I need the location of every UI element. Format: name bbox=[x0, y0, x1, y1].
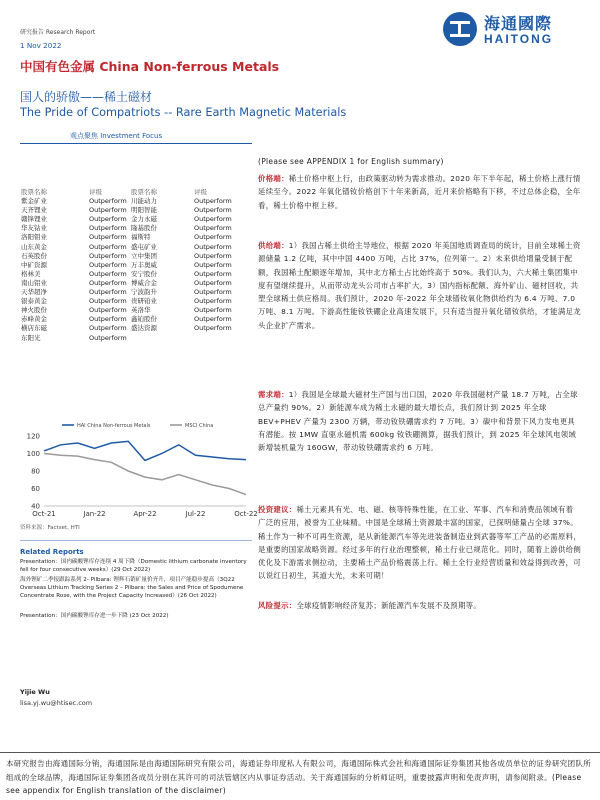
section-label: 供给端： bbox=[258, 241, 289, 250]
stock-name: 赣锋锂业 bbox=[21, 215, 47, 224]
related-reports-title: Related Reports bbox=[20, 548, 84, 556]
y-tick-label: 120 bbox=[26, 432, 40, 441]
stock-rating: Outperform bbox=[89, 197, 127, 206]
stock-rating: Outperform bbox=[89, 288, 127, 297]
stock-rating: Outperform bbox=[89, 242, 127, 251]
x-tick-label: Jul-22 bbox=[185, 510, 206, 518]
stock-name: 洛阳钼业 bbox=[21, 233, 47, 242]
stock-name: 隆基股份 bbox=[131, 224, 157, 233]
stock-rating: Outperform bbox=[194, 251, 232, 260]
stock-rating: Outperform bbox=[194, 260, 232, 269]
series-line bbox=[44, 441, 246, 460]
stock-rating: Outperform bbox=[194, 269, 232, 278]
logo-text-cn: 海通國際 bbox=[484, 14, 553, 33]
stock-name: 赤峰黄金 bbox=[21, 315, 47, 324]
table-row bbox=[21, 215, 232, 224]
legend-label: MSCI China bbox=[185, 423, 214, 429]
table-row bbox=[21, 206, 232, 215]
footer-divider bbox=[0, 752, 600, 753]
stock-rating: Outperform bbox=[194, 288, 232, 297]
table-row bbox=[21, 224, 232, 233]
analyst-email[interactable]: lisa.yj.wu@htisec.com bbox=[20, 699, 93, 707]
stock-rating: Outperform bbox=[194, 233, 232, 242]
related-report-item[interactable]: Presentation：国内碳酸锂库存连续 4 周下降（Domestic lithium carbonate inventory fell for four consecutive weeks）(29 Oct 2022) bbox=[20, 559, 247, 573]
stock-name: 中矿资源 bbox=[21, 260, 47, 269]
related-report-item[interactable]: 海外锂矿二季报跟踪系列 2- Pilbara: 锂辉石销矿量价齐升，项目产能稳步提高（3Q22 Overseas Lithium Tracking Series 2 – Pilbara: the Sales and Price of Spodumene Concentrate Rose, with the Project Capacity Increased）(26 Oct 2022) bbox=[20, 577, 244, 599]
section-text: 稀土元素具有光、电、磁、核等特殊性能，在工业、军事、汽车和消费品领域有着广泛的应用，被誉为工业味精。中国是全球稀土资源最丰富的国家，已探明储量占全球 37%。稀土作为一种不可再生资源，是从新能源汽车等先进装备制造业到武器等军工产品的必需原料，是重要的国家战略资源。经过多年的行业治理整顿，稀土行业已规范化。同时，随着上游供给侧优化及下游需求侧拉动，主要稀土产品价格震荡上行。稀土全行业经营质量和效益得到改善，可以说红日初生，其道大光，未来可期！ bbox=[258, 505, 582, 581]
appendix-note: (Please see APPENDIX 1 for English summary) bbox=[258, 157, 444, 166]
x-tick-label: Oct-22 bbox=[234, 510, 258, 518]
stock-rating bbox=[194, 334, 232, 343]
table-row bbox=[21, 306, 232, 315]
summary-investment bbox=[258, 503, 581, 583]
table-row bbox=[21, 270, 232, 279]
section-text: 1）我国是全球最大磁材生产国与出口国，2020 年我国磁材产量 18.7 万吨，占全球总产量约 90%。2）新能源车成为稀土永磁的最大增长点，我们预计到 2025 年全球 BEV+PHEV 产量为 2300 万辆，带动钕铁硼需求约 7 万吨。3）碳中和背景下风力发电更具有潜能。按 1MW 直驱永磁机需 600kg 钕铁硼测算，据我们预计，到 2025 年全球风电领域新增装机量为 160GW，带动钕铁硼需求约 6 万吨。 bbox=[258, 390, 578, 453]
title-en: The Pride of Compatriots -- Rare Earth Magnetic Materials bbox=[20, 106, 347, 119]
table-row bbox=[21, 252, 232, 261]
stock-name: 石英股份 bbox=[21, 251, 47, 260]
title-cn: 国人的骄傲——稀土磁材 bbox=[20, 90, 153, 104]
stock-name: 银泰黄金 bbox=[21, 297, 47, 306]
stock-name: 横店东磁 bbox=[21, 324, 47, 333]
section-label: 需求端： bbox=[258, 390, 289, 399]
stock-rating: Outperform bbox=[194, 197, 232, 206]
stock-rating: Outperform bbox=[89, 224, 127, 233]
stock-name: 安宁股份 bbox=[131, 269, 157, 278]
stock-rating: Outperform bbox=[194, 324, 232, 333]
table-header bbox=[21, 188, 232, 197]
stock-name: 贵研铂业 bbox=[131, 297, 157, 306]
x-tick-label: Apr-22 bbox=[133, 510, 157, 518]
col-header: 股票名称 bbox=[131, 188, 157, 196]
stock-name: 福斯特 bbox=[131, 233, 151, 242]
analyst-name: Yijie Wu bbox=[20, 688, 50, 696]
stock-rating: Outperform bbox=[89, 297, 127, 306]
stock-rating: Outperform bbox=[89, 333, 127, 342]
report-type: 研究报告 Research Report bbox=[20, 29, 96, 36]
stock-name: 南山铝业 bbox=[21, 278, 47, 287]
performance-chart bbox=[20, 420, 258, 522]
y-tick-label: 100 bbox=[26, 450, 40, 458]
stock-rating: Outperform bbox=[194, 278, 232, 287]
stock-name: 金力永磁 bbox=[131, 215, 157, 224]
stock-name: 川能动力 bbox=[131, 197, 157, 206]
stock-name: 格林美 bbox=[21, 269, 41, 278]
section-text: 1）我国占稀土供给主导地位，根据 2020 年美国地质调查局的统计，目前全球稀土资源储量 1.2 亿吨，其中中国 4400 万吨，占比 37%，位列第一。2）未来供给增量受制于配额，我国稀土配额逐年增加，其中北方稀土占比始终高于 50%。我们认为，六大稀土集团集中度有望继续提升，从而带动龙头公司市占率扩大。3）国内指标配额、海外矿山、磁材回收，共塑全球稀土供应格局。我们预计，2020 年-2022 年全球镨钕氧化物供给约为 6.4 万吨、7.0 万吨、8.1 万吨。下游高性能钕铁硼企业高速发展下，只有适当提升氧化镨钕供给，才能满足龙头企业扩产需求。 bbox=[258, 241, 581, 330]
table-row bbox=[21, 315, 232, 324]
col-header: 评级 bbox=[194, 188, 207, 196]
summary-price bbox=[258, 172, 581, 212]
col-header: 评级 bbox=[89, 188, 102, 196]
stock-rating: Outperform bbox=[194, 306, 232, 315]
stock-rating: Outperform bbox=[89, 251, 127, 260]
section-text: 全球疫情影响经济复苏；新能源汽车发展不及预期等。 bbox=[296, 601, 482, 610]
summary-risk bbox=[258, 599, 581, 612]
y-tick-label: 60 bbox=[31, 485, 40, 493]
stock-rating: Outperform bbox=[194, 206, 232, 215]
stock-name: 东阳光 bbox=[21, 333, 41, 342]
stock-name: 盛达资源 bbox=[131, 324, 157, 333]
stock-ratings-table bbox=[21, 188, 232, 343]
stock-name: 天华超净 bbox=[21, 288, 47, 297]
stock-rating: Outperform bbox=[89, 324, 127, 333]
stock-name: 宁波韵升 bbox=[131, 288, 157, 297]
investment-focus-label: 观点聚焦 Investment Focus bbox=[70, 132, 163, 140]
stock-rating: Outperform bbox=[89, 206, 127, 215]
chart-source: 资料来源：Factset, HTI bbox=[20, 525, 80, 531]
x-tick-label: Oct-21 bbox=[32, 510, 56, 518]
table-row bbox=[21, 197, 232, 206]
stock-rating: Outperform bbox=[89, 233, 127, 242]
table-row bbox=[21, 279, 232, 288]
footer-disclaimer: 本研究报告由海通国际分销，海通国际是由海通国际研究有限公司，海通证券印度私人有限公司，海通国际株式会社和海通国际证券集团其他各成员单位的证券研究团队所组成的全球品牌，海通国际证券集团各成员分别在其许可的司法管辖区内从事证券活动。关于海通国际的分析师证明，重要披露声明和免责声明，请参阅附录。(Please see appendix for English translation of the disclaimer) bbox=[6, 759, 591, 795]
stock-rating: Outperform bbox=[89, 315, 127, 324]
col-header: 股票名称 bbox=[21, 188, 47, 196]
table-row bbox=[21, 243, 232, 252]
stock-name: 天齐锂业 bbox=[21, 206, 47, 215]
x-tick-label: Jan-22 bbox=[83, 510, 106, 518]
stock-name: 华友钴业 bbox=[21, 224, 47, 233]
stock-name: 立中集团 bbox=[131, 251, 157, 260]
table-row bbox=[21, 288, 232, 297]
y-tick-label: 80 bbox=[31, 467, 40, 476]
table-row bbox=[21, 334, 232, 343]
stock-rating: Outperform bbox=[194, 224, 232, 233]
stock-name bbox=[131, 334, 194, 343]
table-row bbox=[21, 261, 232, 270]
stock-name: 神火股份 bbox=[21, 306, 47, 315]
summary-demand bbox=[258, 388, 581, 454]
stock-name: 盛屯矿业 bbox=[131, 242, 157, 251]
sector-title: 中国有色金属 China Non-ferrous Metals bbox=[20, 59, 280, 74]
related-report-item[interactable]: Presentation：国内碳酸锂库存进一步下降 (23 Oct 2022) bbox=[20, 613, 169, 619]
stock-rating: Outperform bbox=[89, 269, 127, 278]
section-text: 稀土价格中枢上行，由政策驱动转为需求推动。2020 年下半年起，稀土价格上涨行情延续至今。2022 年氧化镨钕价格创下十年来新高，近月来价格略有下移，不过总体企稳，全年看，稀土价格中枢上移。 bbox=[258, 174, 581, 210]
stock-rating: Outperform bbox=[89, 215, 127, 224]
stock-rating: Outperform bbox=[194, 242, 232, 251]
stock-rating: Outperform bbox=[89, 306, 127, 315]
section-label: 风险提示： bbox=[258, 601, 297, 610]
stock-rating: Outperform bbox=[89, 278, 127, 287]
table-row bbox=[21, 233, 232, 242]
y-tick-label: 40 bbox=[31, 502, 40, 511]
title-divider bbox=[20, 143, 252, 144]
haitong-logo bbox=[443, 12, 593, 48]
stock-rating: Outperform bbox=[194, 215, 232, 224]
stock-name: 紫金矿业 bbox=[21, 197, 47, 206]
table-row bbox=[21, 297, 232, 306]
report-date: 1 Nov 2022 bbox=[20, 41, 62, 50]
chart-divider bbox=[20, 540, 252, 541]
stock-name: 山东黄金 bbox=[21, 242, 47, 251]
stock-name: 博威合金 bbox=[131, 278, 157, 287]
section-label: 投资建议： bbox=[258, 505, 297, 514]
summary-supply bbox=[258, 239, 581, 332]
stock-name: 鑫铂股份 bbox=[131, 315, 157, 324]
stock-name: 明阳智能 bbox=[131, 206, 157, 215]
logo-mark-icon bbox=[443, 12, 477, 46]
stock-name: 万丰奥威 bbox=[131, 260, 157, 269]
stock-rating: Outperform bbox=[89, 260, 127, 269]
legend-label: HAI China Non-ferrous Metals bbox=[77, 423, 151, 429]
stock-name: 英洛华 bbox=[131, 306, 151, 315]
logo-text-en: HAITONG bbox=[484, 32, 554, 46]
stock-rating: Outperform bbox=[194, 315, 232, 324]
stock-rating: Outperform bbox=[194, 297, 232, 306]
table-row bbox=[21, 324, 232, 333]
section-label: 价格端： bbox=[258, 174, 289, 183]
